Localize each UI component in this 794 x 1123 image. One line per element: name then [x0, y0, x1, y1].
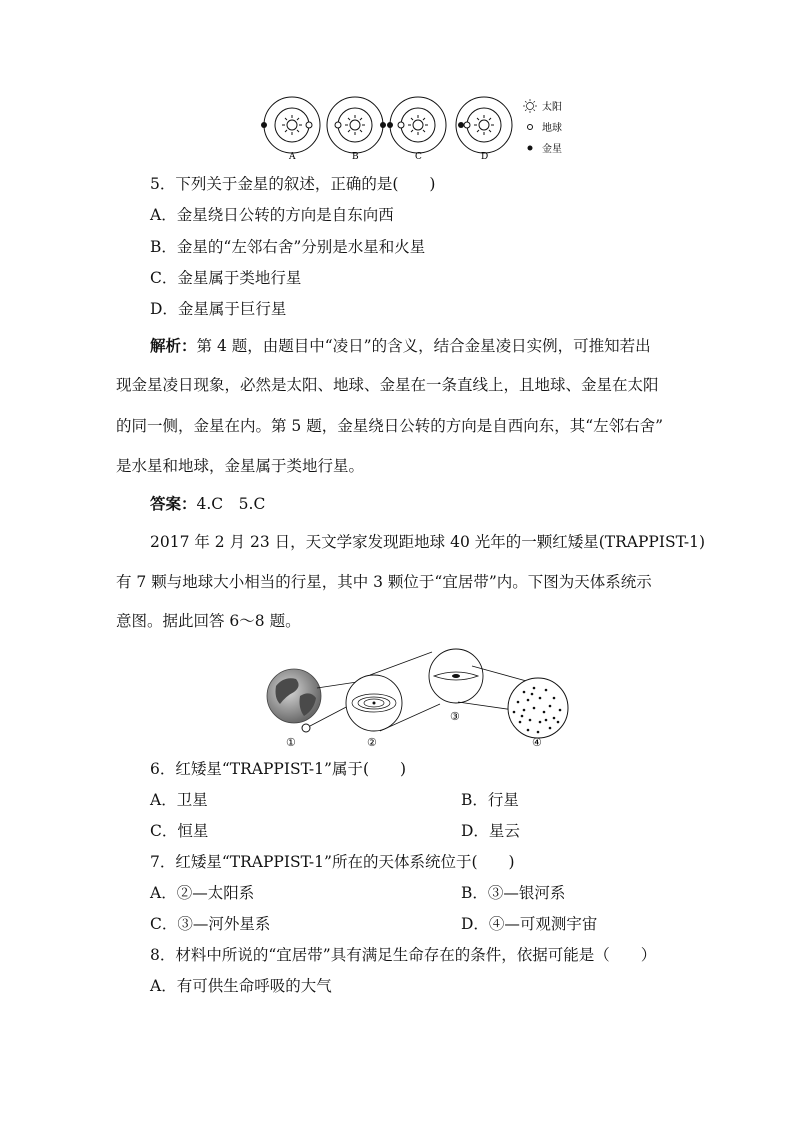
celestial-system-figure [262, 646, 574, 750]
orbit-diagram-figure [255, 95, 585, 165]
q6-option-c: C．恒星 [150, 822, 209, 840]
analysis-line-2: 现金星凌日现象，必然是太阳、地球、金星在一条直线上，且地球、金星在太阳 [116, 376, 659, 394]
orbit-label-a: A [289, 152, 296, 162]
fig2-label-3: ③ [450, 710, 460, 723]
orbit-diagram-c [387, 97, 446, 153]
analysis-line-4: 是水星和地球，金星属于类地行星。 [116, 457, 365, 475]
fig2-label-4: ④ [532, 736, 542, 749]
q7-stem: 7．红矮星“TRAPPIST-1”所在的天体系统位于( ) [150, 853, 515, 871]
orbit-label-d: D [481, 152, 489, 162]
universe-circle [508, 678, 568, 738]
q5-option-a: A．金星绕日公转的方向是自东向西 [150, 206, 394, 224]
q7-option-b: B．③—银河系 [461, 884, 566, 902]
analysis-label: 解析： [150, 336, 197, 355]
orbit-label-c: C [415, 152, 422, 162]
q7-option-a: A．②—太阳系 [150, 884, 255, 902]
legend-venus-label: 金星 [542, 144, 562, 155]
q6-option-a: A．卫星 [150, 791, 208, 809]
orbit-legend [523, 99, 562, 155]
q7-option-c: C．③—河外星系 [150, 915, 271, 933]
answer-line [150, 494, 265, 514]
earth-globe [267, 669, 321, 732]
q8-stem: 8．材料中所说的“宜居带”具有满足生命存在的条件，依据可能是（ ） [150, 946, 657, 964]
legend-earth-label: 地球 [542, 123, 562, 134]
passage-line-3: 意图。据此回答 6～8 题。 [116, 612, 301, 630]
analysis-text-1: 第 4 题，由题目中“凌日”的含义，结合金星凌日实例，可推知若出 [196, 337, 651, 355]
galaxy-circle [429, 649, 483, 703]
q5-option-b: B．金星的“左邻右舍”分别是水星和火星 [150, 238, 426, 256]
analysis-line-3: 的同一侧，金星在内。第 5 题，金星绕日公转的方向是自西向东，其“左邻右舍” [116, 417, 664, 435]
analysis-line-1 [150, 336, 651, 356]
orbit-diagram-a [261, 97, 320, 153]
orbit-diagram-b [327, 97, 386, 153]
passage-line-1: 2017 年 2 月 23 日，天文学家发现距地球 40 光年的一颗红矮星(TRAPPIST-1) [150, 533, 706, 551]
orbit-diagram-d [456, 97, 512, 153]
passage-line-2: 有 7 颗与地球大小相当的行星，其中 3 颗位于“宜居带”内。下图为天体系统示 [116, 573, 652, 591]
legend-sun-label: 太阳 [542, 102, 562, 113]
q8-option-a: A．有可供生命呼吸的大气 [150, 977, 332, 995]
q6-option-d: D．星云 [461, 822, 520, 840]
q5-option-c: C．金星属于类地行星 [150, 269, 302, 287]
orbit-label-b: B [352, 152, 359, 162]
q6-option-b: B．行星 [461, 791, 519, 809]
solar-system-circle [346, 675, 402, 731]
q6-stem: 6．红矮星“TRAPPIST-1”属于( ) [150, 760, 407, 778]
fig2-label-2: ② [367, 736, 377, 749]
q5-option-d: D．金星属于巨行星 [150, 300, 287, 318]
answer-label: 答案： [150, 494, 197, 513]
q7-option-d: D．④—可观测宇宙 [461, 915, 598, 933]
fig2-label-1: ① [286, 736, 296, 749]
q5-stem: 5．下列关于金星的叙述，正确的是( ) [150, 175, 436, 193]
answer-text: 4.C 5.C [196, 495, 266, 513]
